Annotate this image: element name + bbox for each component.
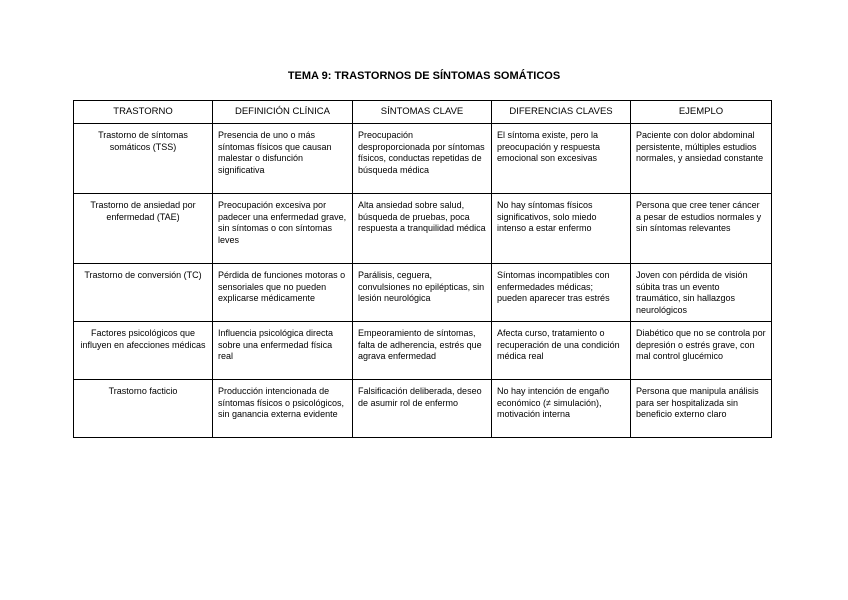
header-key-differences: DIFERENCIAS CLAVES	[492, 101, 631, 124]
cell-disorder: Trastorno facticio	[74, 380, 213, 438]
cell-differences: Afecta curso, tratamiento o recuperación de una condición médica real	[492, 322, 631, 380]
cell-disorder: Trastorno de ansiedad por enfermedad (TAE)	[74, 194, 213, 264]
cell-differences: No hay síntomas físicos significativos, solo miedo intenso a estar enfermo	[492, 194, 631, 264]
cell-key-symptoms: Alta ansiedad sobre salud, búsqueda de pruebas, poca respuesta a tranquilidad médica	[353, 194, 492, 264]
cell-disorder: Factores psicológicos que influyen en afecciones médicas	[74, 322, 213, 380]
cell-example: Diabético que no se controla por depresión o estrés grave, con mal control glucémico	[631, 322, 772, 380]
cell-differences: El síntoma existe, pero la preocupación y respuesta emocional son excesivas	[492, 124, 631, 194]
cell-definition: Pérdida de funciones motoras o sensoriales que no pueden explicarse médicamente	[213, 264, 353, 322]
cell-differences: Síntomas incompatibles con enfermedades médicas; pueden aparecer tras estrés	[492, 264, 631, 322]
cell-definition: Presencia de uno o más síntomas físicos que causan malestar o disfunción significativa	[213, 124, 353, 194]
cell-definition: Preocupación excesiva por padecer una enfermedad grave, sin síntomas o con síntomas leves	[213, 194, 353, 264]
cell-disorder: Trastorno de conversión (TC)	[74, 264, 213, 322]
cell-definition: Influencia psicológica directa sobre una enfermedad física real	[213, 322, 353, 380]
cell-key-symptoms: Falsificación deliberada, deseo de asumir rol de enfermo	[353, 380, 492, 438]
cell-differences: No hay intención de engaño económico (≠ simulación), motivación interna	[492, 380, 631, 438]
table-row	[74, 322, 772, 380]
disorders-table	[73, 100, 772, 438]
table-row	[74, 194, 772, 264]
header-key-symptoms: SÍNTOMAS CLAVE	[353, 101, 492, 124]
table-row	[74, 264, 772, 322]
cell-key-symptoms: Preocupación desproporcionada por síntomas físicos, conductas repetidas de búsqueda médica	[353, 124, 492, 194]
header-example: EJEMPLO	[631, 101, 772, 124]
table-row	[74, 380, 772, 438]
cell-key-symptoms: Parálisis, ceguera, convulsiones no epilépticas, sin lesión neurológica	[353, 264, 492, 322]
header-clinical-definition: DEFINICIÓN CLÍNICA	[213, 101, 353, 124]
cell-disorder: Trastorno de síntomas somáticos (TSS)	[74, 124, 213, 194]
cell-example: Persona que manipula análisis para ser hospitalizada sin beneficio externo claro	[631, 380, 772, 438]
cell-example: Joven con pérdida de visión súbita tras un evento traumático, sin hallazgos neurológicos	[631, 264, 772, 322]
table-header-row	[74, 101, 772, 124]
cell-example: Paciente con dolor abdominal persistente, múltiples estudios normales, y ansiedad constante	[631, 124, 772, 194]
cell-definition: Producción intencionada de síntomas físicos o psicológicos, sin ganancia externa evidente	[213, 380, 353, 438]
page-title: TEMA 9: TRASTORNOS DE SÍNTOMAS SOMÁTICOS	[287, 70, 561, 82]
cell-example: Persona que cree tener cáncer a pesar de estudios normales y sin síntomas relevantes	[631, 194, 772, 264]
cell-key-symptoms: Empeoramiento de síntomas, falta de adherencia, estrés que agrava enfermedad	[353, 322, 492, 380]
table-row	[74, 124, 772, 194]
header-disorder: TRASTORNO	[74, 101, 213, 124]
